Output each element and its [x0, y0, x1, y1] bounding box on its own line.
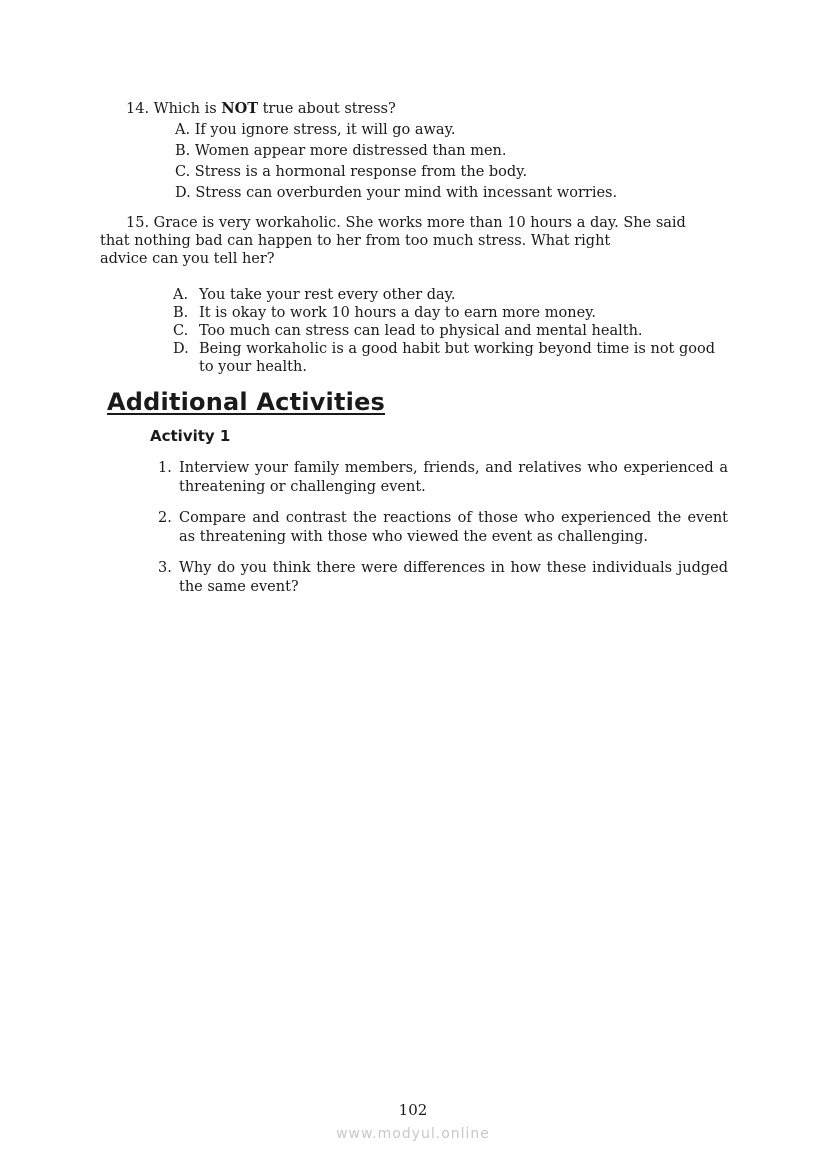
activity-item — [158, 559, 728, 597]
option-letter: D. — [173, 341, 189, 357]
activity-item-text: Why do you think there were differences in how these individuals judged the same event? — [179, 560, 728, 595]
activity-item-number: 2. — [158, 510, 172, 526]
section-heading: Additional Activities — [107, 388, 386, 416]
activity-item — [158, 509, 728, 547]
option-text: It is okay to work 10 hours a day to earn more money. — [199, 305, 597, 321]
option-letter: A. — [173, 287, 189, 303]
question-14-option-b: B. Women appear more distressed than men. — [175, 143, 507, 159]
question-15-option-b — [173, 304, 733, 322]
question-15-option-d — [173, 340, 733, 376]
question-15-option-c — [173, 322, 733, 340]
question-15-line-1: 15. Grace is very workaholic. She works more than 10 hours a day. She said — [126, 215, 686, 231]
watermark: www.modyul.online — [336, 1126, 490, 1142]
question-15-line-3: advice can you tell her? — [100, 251, 275, 267]
option-text: Too much can stress can lead to physical and mental health. — [199, 323, 643, 339]
question-14-number: 14. — [126, 101, 150, 117]
question-15-stem — [100, 214, 720, 268]
question-14-option-c: C. Stress is a hormonal response from the body. — [175, 164, 528, 180]
activity-title: Activity 1 — [150, 427, 231, 445]
option-text: Being workaholic is a good habit but working beyond time is not good — [199, 341, 716, 357]
question-14-option-a: A. If you ignore stress, it will go away. — [175, 122, 456, 138]
question-14-text-after: true about stress? — [262, 101, 396, 117]
question-15-option-a — [173, 286, 733, 304]
option-letter: C. — [173, 323, 189, 339]
activity-item-number: 1. — [158, 460, 172, 476]
question-15-line-2: that nothing bad can happen to her from too much stress. What right — [100, 233, 611, 249]
activity-item-text: Interview your family members, friends, and relatives who experienced a threatening or challenging event. — [179, 460, 728, 495]
option-text: You take your rest every other day. — [199, 287, 456, 303]
option-text-continuation: to your health. — [199, 359, 307, 375]
page-number: 102 — [398, 1101, 428, 1119]
activity-item-text: Compare and contrast the reactions of those who experienced the event as threatening with those who viewed the event as challenging. — [179, 510, 728, 545]
activity-item — [158, 459, 728, 497]
question-14-text-before: Which is — [153, 101, 217, 117]
activity-item-number: 3. — [158, 560, 172, 576]
question-14-emphasis: NOT — [221, 100, 258, 117]
question-14-option-d: D. Stress can overburden your mind with incessant worries. — [175, 185, 618, 201]
question-14-stem — [126, 100, 396, 118]
option-letter: B. — [173, 305, 189, 321]
